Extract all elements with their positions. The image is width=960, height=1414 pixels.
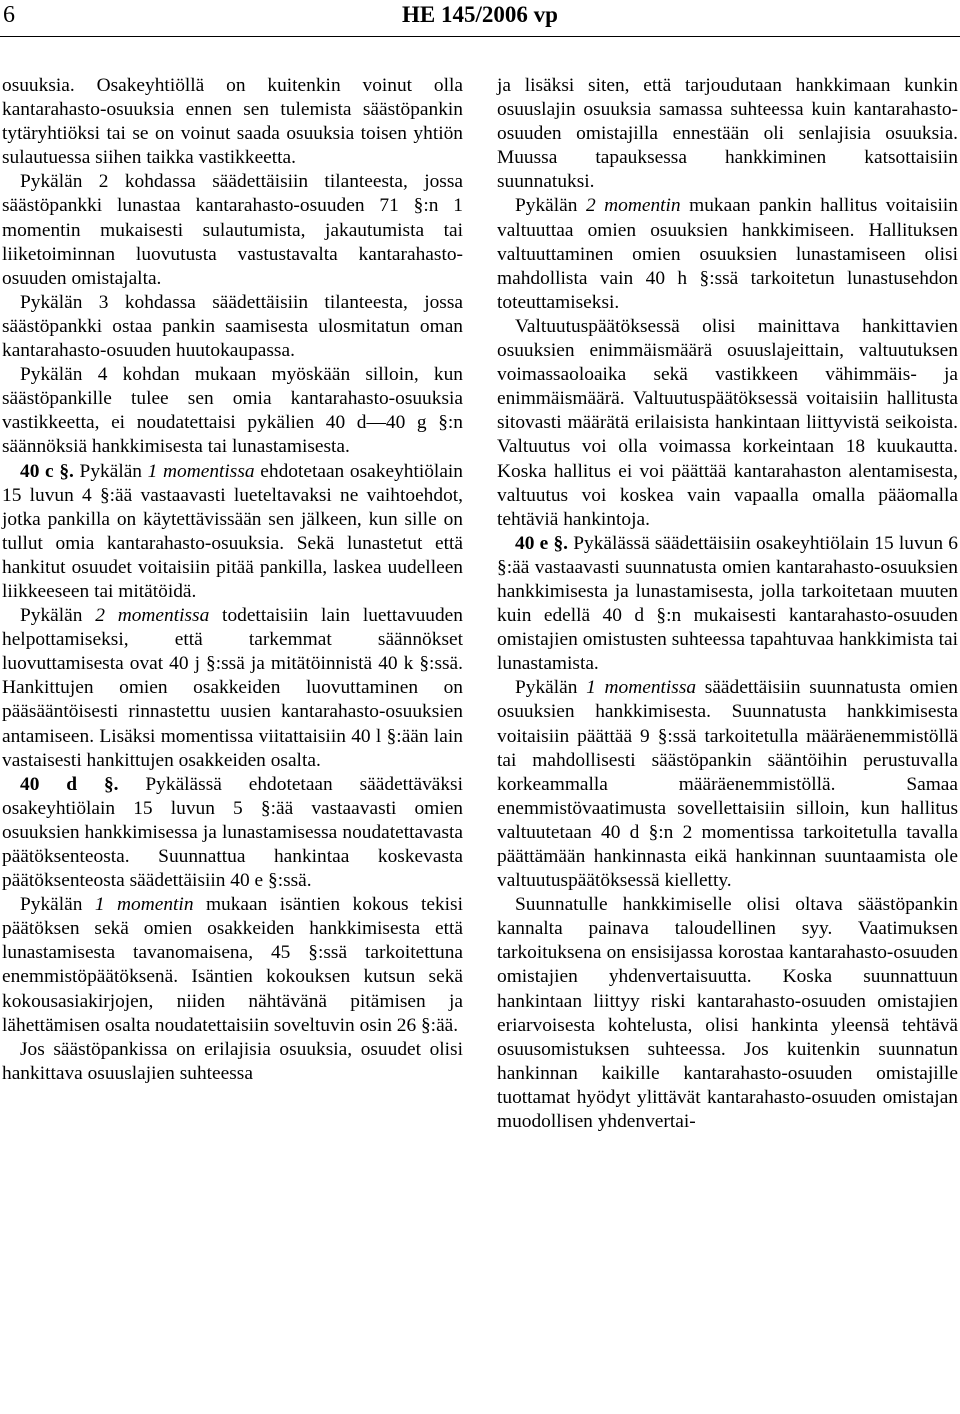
paragraph-text: Pykälässä säädettäisiin osakeyhtiölain 15 luvun 6 §:ää vastaavasti suunnatusta omien kantarahasto-osuuksien hankkimisesta ja lunastamisesta, jolla tarkoitetaan muuten kuin edellä 40 d §:n mukaisesti kantarahasto-osuuden omistajien omistusten suhteessa tapahtuvaa hankkimista tai lunastamista. <box>497 532 958 675</box>
paragraph-text: Jos säästöpankissa on erilajisia osuuksia, osuudet olisi hankittava osuuslajien suhteessa <box>2 1038 463 1084</box>
section-heading: 40 d §. <box>20 773 119 795</box>
paragraph <box>497 194 958 314</box>
paragraph-text: Pykälässä ehdotetaan säädettäväksi osakeyhtiölain 15 luvun 5 §:ää vastaavasti omien osuuksien hankkimisessa ja lunastamisessa noudatettavasta päätöksenteosta. Suunnattua hankintaa koskevasta päätöksenteosta säädettäisiin 40 e §:ssä. <box>2 773 463 892</box>
right-column <box>497 74 958 1134</box>
paragraph <box>2 460 463 605</box>
page-number: 6 <box>3 2 15 28</box>
paragraph <box>497 532 958 677</box>
paragraph-text: Pykälän <box>515 677 587 699</box>
paragraph-text: Pykälän 3 kohdassa säädettäisiin tilanteesta, jossa säästöpankki ostaa pankin saamisesta ulosmitatun oman kantarahasto-osuuden huutokaupassa. <box>2 291 463 362</box>
paragraph-text: Pykälän <box>73 460 148 482</box>
paragraph <box>497 676 958 893</box>
paragraph-text: Pykälän 4 kohdan mukaan myöskään silloin, kun säästöpankille tulee sen omia kantarahasto-osuuksia vastikkeetta, ei noudatettaisi pykälien 40 d—40 g §:n säännöksiä hankkimisesta tai lunastamisesta. <box>2 364 463 458</box>
paragraph-text: Pykälän <box>20 605 96 627</box>
paragraph-text: Pykälän <box>515 195 586 217</box>
paragraph <box>2 1038 463 1086</box>
paragraph-text: todettaisiin lain luettavuuden helpottamiseksi, että tarkemmat säännökset luovuttamisesta ovat 40 j §:ssä ja mitätöinnistä 40 k §:ssä. Hankittujen omien osakkeiden luovuttaminen on pääsääntöisesti rinnastettu uusien kantarahasto-osuuksien antamiseen. Lisäksi momentissa viitattaisiin 40 l §:ään lain vastaisesti hankittujen osakkeiden osalta. <box>2 605 463 771</box>
paragraph <box>497 893 958 1134</box>
paragraph <box>497 74 958 194</box>
paragraph-text: mukaan isäntien kokous tekisi päätöksen sekä omien osakkeiden hankkimisesta että lunastamisesta tavanomaisena, 45 §:ssä tarkoitettuna enemmistöpäätöksenä. Isäntien kokouksen kutsun sekä kokousasiakirjojen, niiden nähtävänä pitämisen ja lähettämisen osalta noudatettaisiin soveltuvin osin 26 §:ää. <box>2 894 463 1036</box>
paragraph-text: säädettäisiin suunnatusta omien osuuksien hankkimisesta. Suunnatusta hankkimisesta voitaisiin päättää 9 §:ssä tarkoitetulla määräenemmistöllä tai mahdollisesti säästöpankin sääntöihin perustuvalla korkeammalla määräenemmistöllä. Samaa enemmistövaatimusta sovellettaisiin silloin, kun hallitus valtuutetaan 40 d §:n 2 momentissa tarkoitetulla tavalla päättämään hankinnasta eikä hankinnan suuntaamista ole valtuutuspäätöksessä kielletty. <box>497 677 958 892</box>
header-rule <box>0 36 960 37</box>
paragraph <box>2 291 463 363</box>
paragraph-text: osuuksia. Osakeyhtiöllä on kuitenkin voinut olla kantarahasto-osuuksia ennen sen tulemista säästöpankin tytäryhtiöksi tai se on voinut saada osuuksia toisen yhtiön sulautuessa siihen taikka vastikkeetta. <box>2 75 463 169</box>
emphasis-text: 2 momentissa <box>95 605 210 627</box>
paragraph <box>2 170 463 290</box>
left-column <box>2 74 463 1086</box>
paragraph-text: ehdotetaan osakeyhtiölain 15 luvun 4 §:ää vastaavasti lueteltavaksi ne vaihtoehdot, jotka pankilla on käytettävissään sen jälkeen, kun sille on tullut omia kantarahasto-osuuksia. Sekä lunastetut että hankitut osuudet voitaisiin pitää pankilla, laskea uudelleen liikkeeseen tai mitätöidä. <box>2 460 464 602</box>
paragraph <box>2 773 463 893</box>
emphasis-text: 1 momentin <box>94 894 194 916</box>
paragraph-text: Pykälän 2 kohdassa säädettäisiin tilanteesta, jossa säästöpankki lunastaa kantarahasto-osuuden 71 §:n 1 momentin mukaisesti sulautumista, jakautumista tai liiketoiminnan luovutusta vastustavalta kantarahasto-osuuden omistajalta. <box>2 171 463 289</box>
emphasis-text: 1 momentissa <box>586 677 697 699</box>
paragraph <box>2 893 463 1038</box>
paragraph-text: ja lisäksi siten, että tarjoudutaan hankkimaan kunkin osuuslajin osuuksia samassa suhteessa kuin kantarahasto-osuuden omistajilla ennestään oli senlajisia osuuksia. Muussa tapauksessa hankkiminen katsottaisiin suunnatuksi. <box>497 75 958 193</box>
emphasis-text: 2 momentin <box>585 195 681 217</box>
paragraph-text: mukaan pankin hallitus voitaisiin valtuuttaa omien osuuksien hankkimiseen. Hallituksen valtuuttaminen omien osuuksien lunastamiseen olisi mahdollista vain 40 h §:ssä tarkoitetun lunastusehdon toteuttamiseksi. <box>497 195 958 313</box>
paragraph <box>497 315 958 532</box>
paragraph-text: Pykälän <box>20 894 95 916</box>
page-header <box>0 0 960 40</box>
section-heading: 40 c §. <box>20 460 74 482</box>
paragraph <box>2 363 463 459</box>
paragraph-text: Valtuutuspäätöksessä olisi mainittava hankittavien osuuksien enimmäismäärä osuuslajeittain, valtuutuksen voimassaoloaika sekä vastikkeen vähimmäis- ja enimmäismäärä. Valtuutuspäätöksessä voitaisiin hallitusta sitovasti määrätä erilaisista hankintaan liittyvistä seikoista. Valtuutus voi olla voimassa korkeintaan 18 kuukautta. Koska hallitus ei voi päättää kantarahaston alentamisesta, valtuutus voi koskea vain vapaalla omalla pääomalla tehtäviä hankintoja. <box>497 315 958 530</box>
paragraph <box>2 74 463 170</box>
paragraph-text: Suunnatulle hankkimiselle olisi oltava säästöpankin kannalta painava taloudellinen syy. Vaatimuksen tarkoituksena on ensisijassa korostaa kantarahasto-osuuden omistajien yhdenvertaisuutta. Koska suunnattuun hankintaan liittyy riski kantarahasto-osuuden omistajien eriarvoisesta kohtelusta, olisi hankinta yleensä tehtävä osuusomistuksen suhteessa. Jos kuitenkin suunnatun hankinnan kaikille kantarahasto-osuuden omistajille tuottamat hyödyt ylittävät kantarahasto-osuuden omistajan muodollisen yhdenvertai- <box>497 894 958 1133</box>
emphasis-text: 1 momentissa <box>147 460 255 482</box>
document-id: HE 145/2006 vp <box>402 2 558 27</box>
section-heading: 40 e §. <box>515 532 568 554</box>
paragraph <box>2 604 463 773</box>
